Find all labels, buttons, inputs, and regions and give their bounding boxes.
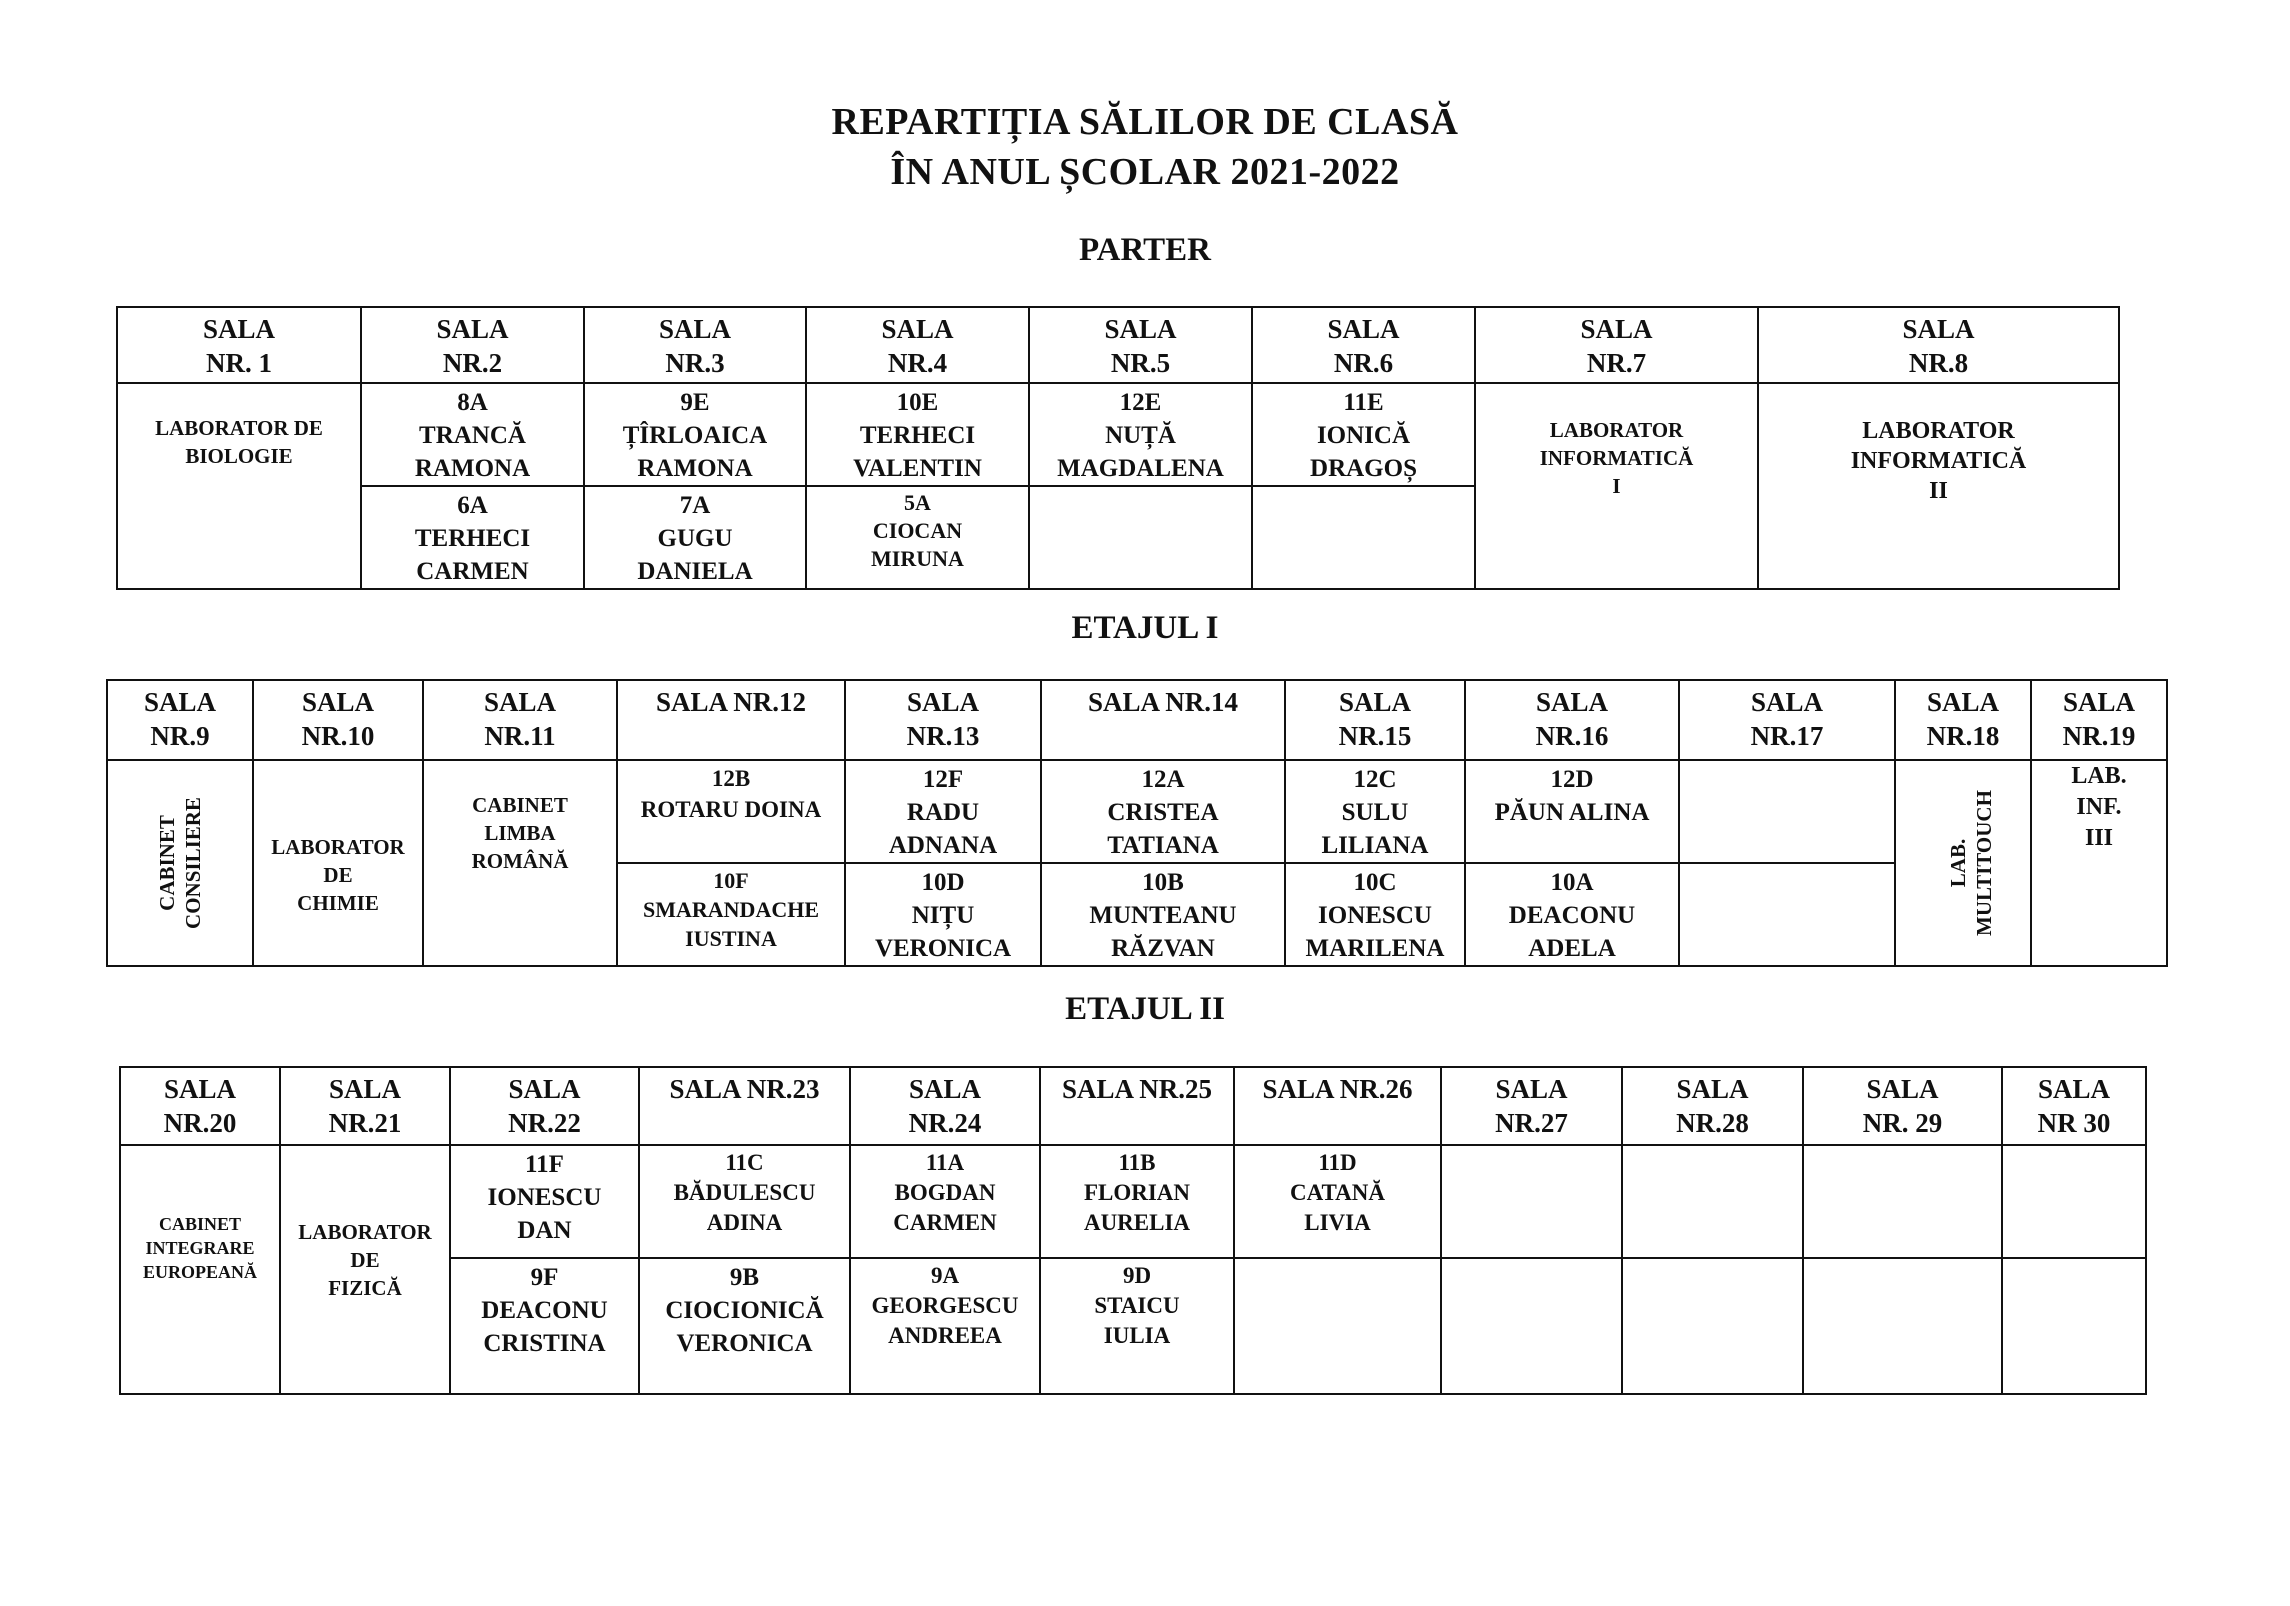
class-cell: 8A TRANCĂ RAMONA (361, 383, 584, 486)
parter-header-row (117, 307, 2119, 383)
room-header: SALA NR.17 (1679, 680, 1895, 760)
class-cell (1029, 486, 1252, 589)
room-header: SALA NR.14 (1041, 680, 1285, 760)
floor-heading-etaj-1: ETAJUL I (1071, 610, 1219, 646)
class-cell: 12F RADU ADNANA (845, 760, 1041, 863)
class-cell: 6A TERHECI CARMEN (361, 486, 584, 589)
room-assignment: CABINET LIMBA ROMÂNĂ (423, 760, 617, 966)
class-cell (1252, 486, 1475, 589)
room-header: SALA NR.28 (1622, 1067, 1803, 1145)
class-cell: 10F SMARANDACHE IUSTINA (617, 863, 845, 966)
room-header: SALA NR.22 (450, 1067, 639, 1145)
class-cell (1622, 1145, 1803, 1258)
room-header: SALA NR.16 (1465, 680, 1679, 760)
room-header: SALA NR.20 (120, 1067, 280, 1145)
room-header: SALA NR.9 (107, 680, 253, 760)
etaj-1-table (106, 679, 2168, 967)
room-header: SALA NR.6 (1252, 307, 1475, 383)
room-assignment: CABINET INTEGRARE EUROPEANĂ (120, 1145, 280, 1394)
class-cell: 11A BOGDAN CARMEN (850, 1145, 1040, 1258)
room-header: SALA NR.19 (2031, 680, 2167, 760)
room-header: SALA NR.24 (850, 1067, 1040, 1145)
class-cell: 7A GUGU DANIELA (584, 486, 806, 589)
room-assignment (107, 760, 253, 966)
room-assignment-label: LAB. MULTITOUCH (1945, 790, 1996, 936)
floor-heading-parter: PARTER (1078, 232, 1212, 268)
etaj-2-header-row (120, 1067, 2146, 1145)
etaj-2-row-1 (120, 1145, 2146, 1258)
floor-heading-etaj-2: ETAJUL II (1065, 991, 1225, 1027)
class-cell (1803, 1145, 2002, 1258)
class-cell: 9E ȚÎRLOAICA RAMONA (584, 383, 806, 486)
class-cell (2002, 1145, 2146, 1258)
class-cell (2002, 1258, 2146, 1394)
room-header: SALA NR.5 (1029, 307, 1252, 383)
class-cell (1803, 1258, 2002, 1394)
room-header: SALA NR.11 (423, 680, 617, 760)
class-cell (1441, 1145, 1622, 1258)
room-header: SALA NR.10 (253, 680, 423, 760)
class-cell (1441, 1258, 1622, 1394)
room-header: SALA NR.13 (845, 680, 1041, 760)
class-cell: 11F IONESCU DAN (450, 1145, 639, 1258)
room-header: SALA NR.18 (1895, 680, 2031, 760)
class-cell: 10B MUNTEANU RĂZVAN (1041, 863, 1285, 966)
class-cell: 11C BĂDULESCU ADINA (639, 1145, 850, 1258)
class-cell (1234, 1258, 1441, 1394)
class-cell: 10D NIȚU VERONICA (845, 863, 1041, 966)
class-cell: 9A GEORGESCU ANDREEA (850, 1258, 1040, 1394)
room-header: SALA NR.26 (1234, 1067, 1441, 1145)
parter-table (116, 306, 2120, 590)
class-cell: 10C IONESCU MARILENA (1285, 863, 1465, 966)
class-cell: 5A CIOCAN MIRUNA (806, 486, 1029, 589)
room-header: SALA NR.3 (584, 307, 806, 383)
room-assignment-label: CABINET CONSILIERE (154, 797, 205, 929)
room-header: SALA NR.27 (1441, 1067, 1622, 1145)
room-header: SALA NR 30 (2002, 1067, 2146, 1145)
class-cell: 9F DEACONU CRISTINA (450, 1258, 639, 1394)
class-cell: 9B CIOCIONICĂ VERONICA (639, 1258, 850, 1394)
room-header: SALA NR. 29 (1803, 1067, 2002, 1145)
room-header: SALA NR.23 (639, 1067, 850, 1145)
room-assignment: LABORATOR DE CHIMIE (253, 760, 423, 966)
document-title-line-1: REPARTIȚIA SĂLILOR DE CLASĂ (831, 101, 1459, 143)
room-header: SALA NR.2 (361, 307, 584, 383)
room-assignment: LAB. INF. III (2031, 760, 2167, 966)
room-assignment: LABORATOR DE BIOLOGIE (117, 383, 361, 589)
room-header: SALA NR. 1 (117, 307, 361, 383)
room-assignment: LABORATOR DE FIZICĂ (280, 1145, 450, 1394)
etaj-1-header-row (107, 680, 2167, 760)
room-assignment (1895, 760, 2031, 966)
class-cell: 12A CRISTEA TATIANA (1041, 760, 1285, 863)
class-cell (1622, 1258, 1803, 1394)
room-header: SALA NR.25 (1040, 1067, 1234, 1145)
class-cell: 10E TERHECI VALENTIN (806, 383, 1029, 486)
etaj-2-table (119, 1066, 2147, 1395)
parter-row-1 (117, 383, 2119, 486)
etaj-1-row-1 (107, 760, 2167, 863)
room-assignment: LABORATOR INFORMATICĂ I (1475, 383, 1758, 589)
class-cell: 12C SULU LILIANA (1285, 760, 1465, 863)
class-cell: 9D STAICU IULIA (1040, 1258, 1234, 1394)
room-header: SALA NR.4 (806, 307, 1029, 383)
room-header: SALA NR.21 (280, 1067, 450, 1145)
room-header: SALA NR.7 (1475, 307, 1758, 383)
class-cell: 12D PĂUN ALINA (1465, 760, 1679, 863)
class-cell: 11D CATANĂ LIVIA (1234, 1145, 1441, 1258)
class-cell: 12B ROTARU DOINA (617, 760, 845, 863)
room-header: SALA NR.8 (1758, 307, 2119, 383)
class-cell: 11B FLORIAN AURELIA (1040, 1145, 1234, 1258)
class-cell: 10A DEACONU ADELA (1465, 863, 1679, 966)
class-cell: 11E IONICĂ DRAGOȘ (1252, 383, 1475, 486)
room-header: SALA NR.12 (617, 680, 845, 760)
room-header: SALA NR.15 (1285, 680, 1465, 760)
room-assignment: LABORATOR INFORMATICĂ II (1758, 383, 2119, 589)
class-cell (1679, 760, 1895, 863)
class-cell: 12E NUȚĂ MAGDALENA (1029, 383, 1252, 486)
document-title-line-2: ÎN ANUL ȘCOLAR 2021-2022 (890, 151, 1400, 193)
class-cell (1679, 863, 1895, 966)
